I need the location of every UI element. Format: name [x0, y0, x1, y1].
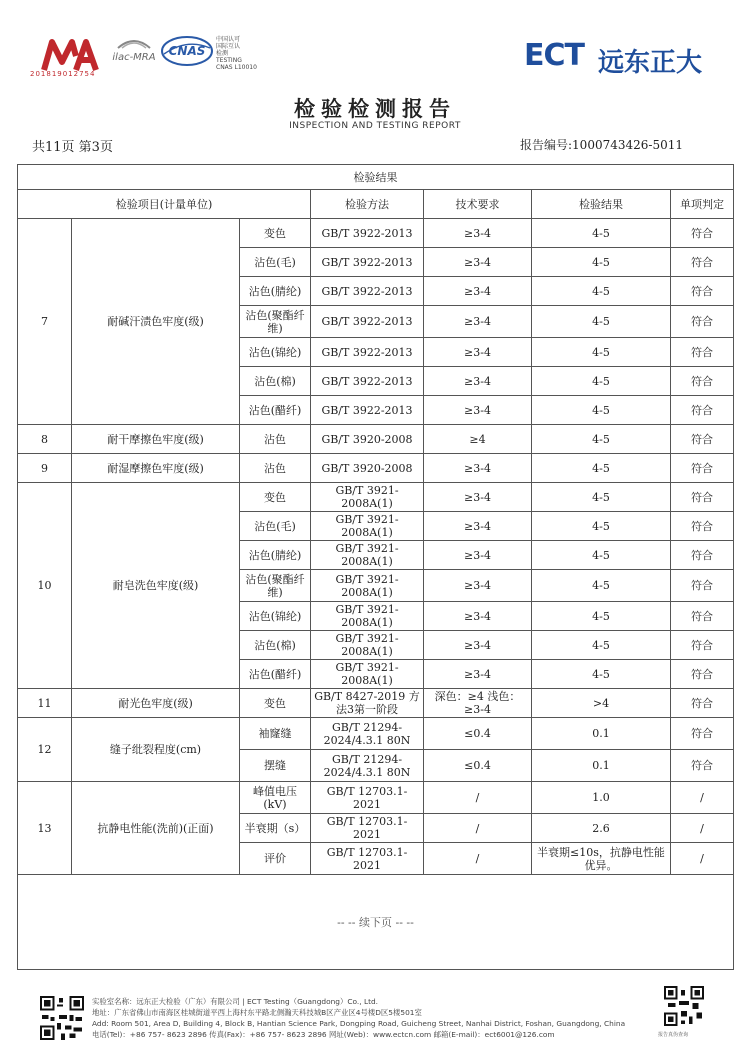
result: 4-5 — [532, 248, 671, 277]
sub-item: 沾色(聚酯纤维) — [240, 306, 311, 338]
test-method: GB/T 3921-2008A(1) — [311, 483, 424, 512]
result: 0.1 — [532, 750, 671, 782]
test-item: 耐皂洗色牢度(级) — [72, 483, 240, 689]
sub-item: 袖窿缝 — [240, 718, 311, 750]
result: 4-5 — [532, 277, 671, 306]
test-method: GB/T 3921-2008A(1) — [311, 570, 424, 602]
result: 4-5 — [532, 396, 671, 425]
judgement: 符合 — [671, 396, 734, 425]
sub-item: 沾色 — [240, 454, 311, 483]
company-name-cn: 远东正大 — [598, 48, 703, 78]
row-number: 8 — [18, 425, 72, 454]
sub-item: 沾色(锦纶) — [240, 602, 311, 631]
cnas-logo — [160, 34, 214, 68]
row-number: 12 — [18, 718, 72, 782]
test-item: 缝子纰裂程度(cm) — [72, 718, 240, 782]
requirement: ≥3-4 — [424, 219, 532, 248]
result: 4-5 — [532, 512, 671, 541]
result: 0.1 — [532, 718, 671, 750]
judgement: 符合 — [671, 541, 734, 570]
footer-phone: 电话(Tel)：+86 757- 8623 2896 传真(Fax)：+86 757- 8623 2896 网址(Web)：www.ectcn.com 邮箱(E-mail)：ect6001@126.com — [92, 1030, 555, 1039]
table-row — [18, 718, 734, 750]
header-result: 检验结果 — [532, 190, 671, 219]
header-requirement: 技术要求 — [424, 190, 532, 219]
test-method: GB/T 3921-2008A(1) — [311, 660, 424, 689]
ma-code: 201819012754 — [30, 70, 96, 78]
test-method: GB/T 3922-2013 — [311, 248, 424, 277]
test-item: 抗静电性能(洗前)(正面) — [72, 782, 240, 875]
results-table — [17, 164, 734, 970]
test-method: GB/T 8427-2019 方法3第一阶段 — [311, 689, 424, 718]
requirement: / — [424, 814, 532, 843]
test-method: GB/T 3920-2008 — [311, 454, 424, 483]
header-method: 检验方法 — [311, 190, 424, 219]
judgement: 符合 — [671, 248, 734, 277]
judgement: 符合 — [671, 718, 734, 750]
requirement: 深色：≥4 浅色：≥3-4 — [424, 689, 532, 718]
sub-item: 评价 — [240, 843, 311, 875]
sub-item: 沾色 — [240, 425, 311, 454]
requirement: ≥3-4 — [424, 660, 532, 689]
result: 4-5 — [532, 570, 671, 602]
continued-note: -- -- 续下页 -- -- — [18, 875, 734, 970]
sub-item: 半衰期（s） — [240, 814, 311, 843]
table-row — [18, 689, 734, 718]
judgement: 符合 — [671, 512, 734, 541]
judgement: / — [671, 843, 734, 875]
qr-caption: 报告真伪查询 — [658, 1032, 689, 1038]
ilac-mra-logo — [108, 34, 160, 70]
test-item: 耐光色牢度(级) — [72, 689, 240, 718]
sub-item: 沾色(醋纤) — [240, 660, 311, 689]
table-row — [18, 782, 734, 814]
judgement: 符合 — [671, 483, 734, 512]
requirement: ≥3-4 — [424, 570, 532, 602]
requirement: ≥3-4 — [424, 306, 532, 338]
continued-row — [18, 875, 734, 970]
qr-code-icon — [40, 996, 84, 1040]
requirement: ≥3-4 — [424, 602, 532, 631]
test-method: GB/T 12703.1-2021 — [311, 814, 424, 843]
test-method: GB/T 3921-2008A(1) — [311, 512, 424, 541]
footer-address-cn: 地址：广东省佛山市南海区桂城街道平西上海村东平路北侧瀚天科技城B区产业区4号楼D区5楼501室 — [92, 1008, 422, 1017]
test-method: GB/T 3922-2013 — [311, 367, 424, 396]
requirement: ≥3-4 — [424, 483, 532, 512]
page-info: 共11页 第3页 — [32, 140, 113, 155]
test-item: 耐干摩擦色牢度(级) — [72, 425, 240, 454]
requirement: ≥3-4 — [424, 277, 532, 306]
requirement: ≥3-4 — [424, 541, 532, 570]
sub-item: 沾色(腈纶) — [240, 277, 311, 306]
sub-item: 摆缝 — [240, 750, 311, 782]
table-row — [18, 483, 734, 512]
test-method: GB/T 21294-2024/4.3.1 80N — [311, 718, 424, 750]
sub-item: 沾色(腈纶) — [240, 541, 311, 570]
footer-lab-name: 实验室名称：远东正大检验（广东）有限公司 | ECT Testing（Guangdong）Co., Ltd. — [92, 997, 379, 1006]
judgement: 符合 — [671, 277, 734, 306]
result: 4-5 — [532, 454, 671, 483]
row-number: 7 — [18, 219, 72, 425]
result: 1.0 — [532, 782, 671, 814]
judgement: / — [671, 782, 734, 814]
row-number: 11 — [18, 689, 72, 718]
report-number: 报告编号:1000743426-5011 — [520, 138, 683, 152]
test-method: GB/T 3921-2008A(1) — [311, 541, 424, 570]
sub-item: 变色 — [240, 219, 311, 248]
ect-logo: ECT — [524, 38, 584, 73]
judgement: 符合 — [671, 219, 734, 248]
table-row — [18, 454, 734, 483]
table-caption: 检验结果 — [18, 165, 734, 190]
report-subtitle: INSPECTION AND TESTING REPORT — [289, 121, 461, 131]
cnas-accreditation-text: 中国认可 国际互认 检测 TESTING CNAS L10010 — [216, 36, 257, 71]
ilac-label: ilac-MRA — [112, 52, 156, 63]
test-item: 耐碱汗渍色牢度(级) — [72, 219, 240, 425]
judgement: 符合 — [671, 425, 734, 454]
report-title: 检验检测报告 — [294, 97, 456, 121]
result: 4-5 — [532, 541, 671, 570]
test-method: GB/T 3922-2013 — [311, 277, 424, 306]
test-method: GB/T 3920-2008 — [311, 425, 424, 454]
footer-contact — [92, 996, 625, 1040]
judgement: 符合 — [671, 602, 734, 631]
sub-item: 沾色(锦纶) — [240, 338, 311, 367]
requirement: / — [424, 782, 532, 814]
result: 4-5 — [532, 306, 671, 338]
requirement: ≥3-4 — [424, 454, 532, 483]
test-method: GB/T 3922-2013 — [311, 338, 424, 367]
test-method: GB/T 3921-2008A(1) — [311, 631, 424, 660]
table-row — [18, 219, 734, 248]
row-number: 10 — [18, 483, 72, 689]
row-number: 13 — [18, 782, 72, 875]
sub-item: 变色 — [240, 483, 311, 512]
test-method: GB/T 21294-2024/4.3.1 80N — [311, 750, 424, 782]
footer-address-en: Add: Room 501, Area D, Building 4, Block B, Hantian Science Park, Dongping Road, Guicheng Street, Nanhai District, Foshan, Guangdong, China — [92, 1019, 626, 1028]
sub-item: 沾色(聚酯纤维) — [240, 570, 311, 602]
judgement: 符合 — [671, 750, 734, 782]
requirement: ≥3-4 — [424, 631, 532, 660]
result: 4-5 — [532, 483, 671, 512]
test-method: GB/T 3921-2008A(1) — [311, 602, 424, 631]
result: 2.6 — [532, 814, 671, 843]
judgement: 符合 — [671, 454, 734, 483]
result: 4-5 — [532, 338, 671, 367]
table-header-row — [18, 190, 734, 219]
row-number: 9 — [18, 454, 72, 483]
requirement: ≥4 — [424, 425, 532, 454]
sub-item: 峰值电压(kV) — [240, 782, 311, 814]
result: 4-5 — [532, 219, 671, 248]
sub-item: 沾色(毛) — [240, 248, 311, 277]
requirement: ≥3-4 — [424, 248, 532, 277]
judgement: 符合 — [671, 689, 734, 718]
requirement: ≥3-4 — [424, 512, 532, 541]
result: 4-5 — [532, 631, 671, 660]
test-method: GB/T 3922-2013 — [311, 219, 424, 248]
test-method: GB/T 12703.1-2021 — [311, 843, 424, 875]
judgement: / — [671, 814, 734, 843]
test-method: GB/T 12703.1-2021 — [311, 782, 424, 814]
result: 4-5 — [532, 660, 671, 689]
result: 4-5 — [532, 602, 671, 631]
table-row — [18, 425, 734, 454]
requirement: ≥3-4 — [424, 396, 532, 425]
requirement: / — [424, 843, 532, 875]
header-item: 检验项目(计量单位) — [18, 190, 311, 219]
requirement: ≤0.4 — [424, 718, 532, 750]
sub-item: 沾色(棉) — [240, 631, 311, 660]
header-judgement: 单项判定 — [671, 190, 734, 219]
sub-item: 沾色(醋纤) — [240, 396, 311, 425]
result: >4 — [532, 689, 671, 718]
cnas-label: CNAS — [168, 44, 206, 58]
test-method: GB/T 3922-2013 — [311, 396, 424, 425]
result: 4-5 — [532, 367, 671, 396]
sub-item: 沾色(棉) — [240, 367, 311, 396]
sub-item: 沾色(毛) — [240, 512, 311, 541]
test-method: GB/T 3922-2013 — [311, 306, 424, 338]
judgement: 符合 — [671, 367, 734, 396]
result: 半衰期≤10s，抗静电性能优异。 — [532, 843, 671, 875]
judgement: 符合 — [671, 660, 734, 689]
judgement: 符合 — [671, 631, 734, 660]
judgement: 符合 — [671, 306, 734, 338]
requirement: ≤0.4 — [424, 750, 532, 782]
sub-item: 变色 — [240, 689, 311, 718]
requirement: ≥3-4 — [424, 338, 532, 367]
result: 4-5 — [532, 425, 671, 454]
verify-qr-code-icon[interactable] — [664, 986, 704, 1026]
requirement: ≥3-4 — [424, 367, 532, 396]
test-item: 耐湿摩擦色牢度(级) — [72, 454, 240, 483]
judgement: 符合 — [671, 570, 734, 602]
judgement: 符合 — [671, 338, 734, 367]
